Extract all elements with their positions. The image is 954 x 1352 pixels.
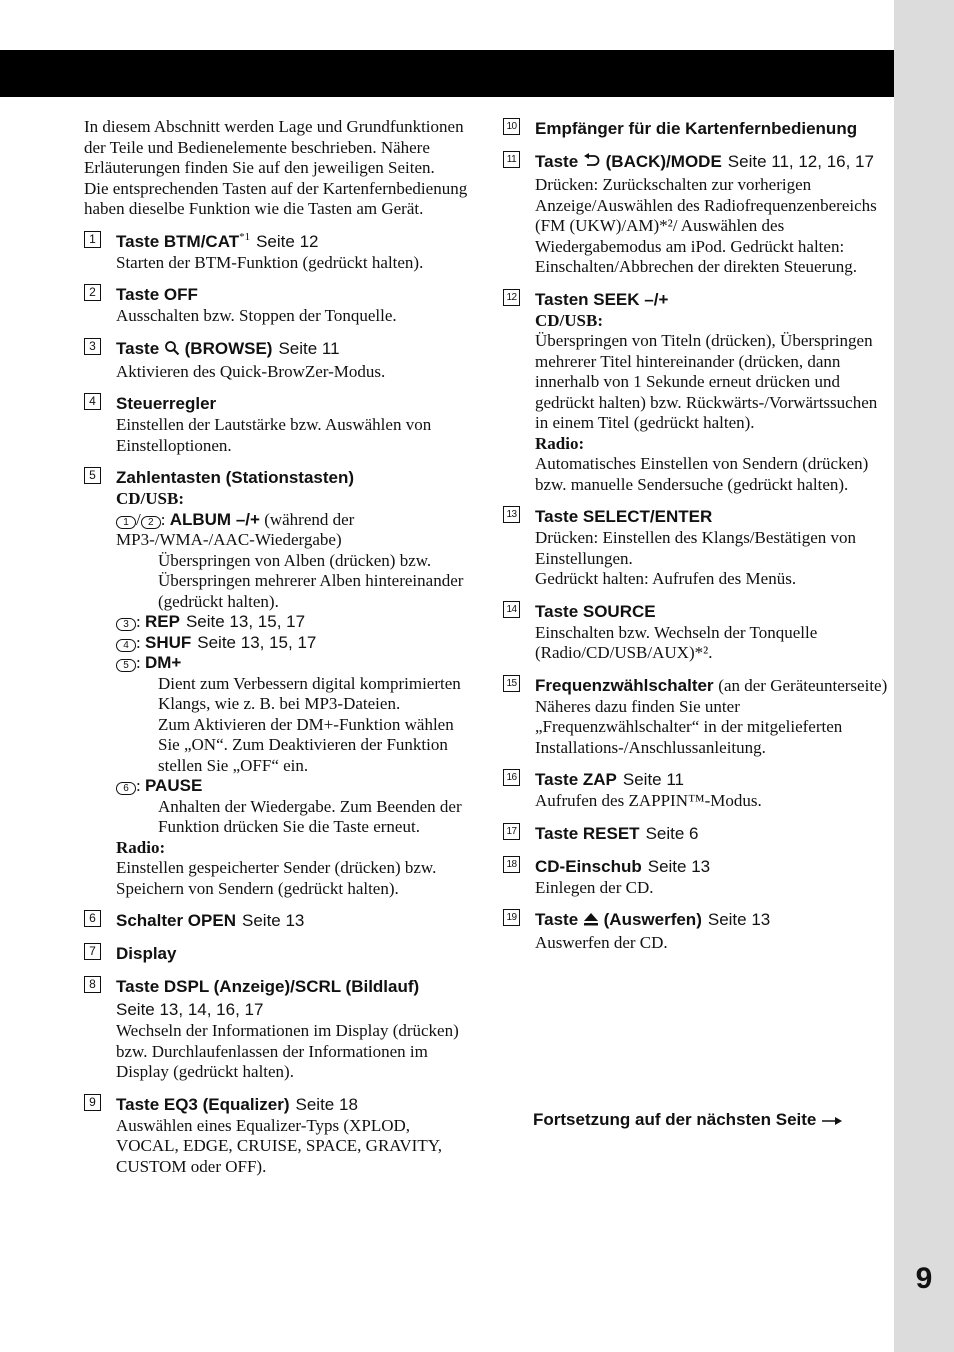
album-line: 1 / 2 : ALBUM –/+ (während der MP3-/WMA-/AAC-Wiedergabe) — [116, 509, 355, 549]
item-number: 10 — [503, 118, 520, 135]
radio-description: Automatisches Einstellen von Sendern (drücken) bzw. manuelle Sendersuche (gedrückt halten). — [535, 454, 869, 494]
item-description: Drücken: Zurückschalten zur vorherigen Anzeige/Auswählen des Radiofrequenzenbereichs (FM (UKW)/AM)*²/ Auswählen des Wiedergabemodus am iPod. Gedrückt halten: Einschalten/Abbrechen der direkten Steuerung. — [535, 175, 877, 276]
item-description: Einschalten bzw. Wechseln der Tonquelle (Radio/CD/USB/AUX)*². — [535, 622, 818, 662]
item-select-enter — [503, 505, 888, 590]
item-title: Schalter OPEN Seite 13 — [116, 911, 305, 930]
item-number: 16 — [503, 769, 520, 786]
key-6-icon: 6 — [116, 782, 136, 795]
item-back-mode — [503, 150, 888, 278]
item-open-switch — [84, 909, 469, 932]
cd-usb-description: Überspringen von Titeln (drücken), Überspringen mehrerer Titel hintereinander (drücken, dann innerhalb von 1 Sekunde erneut drücken und gedrückt halten) bzw. Rückwärts-/Vorwärtssuchen in einem Titel (gedrückt halten). — [535, 331, 878, 432]
header-bar — [0, 50, 894, 97]
album-description: Überspringen von Alben (drücken) bzw. Überspringen mehrerer Alben hintereinander (gedrückt halten). — [158, 550, 464, 611]
item-title: Empfänger für die Kartenfernbedienung — [535, 119, 858, 138]
item-title: Taste OFF — [116, 285, 198, 304]
cd-usb-label: CD/USB: — [535, 310, 604, 330]
item-description: Auswerfen der CD. — [535, 933, 668, 952]
item-number: 13 — [503, 506, 520, 523]
item-zap — [503, 768, 888, 812]
item-title: Taste SOURCE — [535, 601, 656, 621]
item-description: Wechseln der Informationen im Display (drücken) bzw. Durchlaufenlassen der Informationen im Display (gedrückt halten). — [116, 1021, 459, 1081]
item-number: 3 — [84, 338, 101, 355]
item-description — [535, 311, 888, 496]
eject-icon — [583, 910, 599, 933]
item-control-dial — [84, 392, 469, 456]
page-number: 9 — [915, 1262, 933, 1295]
item-description: Einstellen der Lautstärke bzw. Auswählen von Einstelloptionen. — [116, 415, 432, 455]
pause-line: 6 : PAUSE — [116, 776, 469, 797]
radio-label: Radio: — [535, 433, 585, 453]
item-title: Taste (BACK)/MODE Seite 11, 12, 16, 17 — [535, 150, 888, 175]
item-title: CD-Einschub Seite 13 — [535, 856, 711, 876]
arrow-right-icon — [821, 1112, 843, 1132]
item-number: 17 — [503, 823, 520, 840]
item-reference: Seite 13, 14, 16, 17 — [116, 1000, 264, 1019]
item-title: Taste RESET Seite 6 — [535, 823, 699, 843]
item-frequency-switch — [503, 674, 888, 759]
item-source — [503, 600, 888, 664]
back-arrow-icon — [583, 152, 601, 175]
continue-note: Fortsetzung auf der nächsten Seite — [533, 1110, 843, 1132]
item-title: Taste BTM/CAT$^{*1}$ Seite 12 — [116, 230, 319, 251]
item-browse — [84, 337, 469, 383]
item-title: Taste ZAP Seite 11 — [535, 770, 684, 789]
item-description: Einlegen der CD. — [535, 877, 654, 897]
item-number: 7 — [84, 943, 101, 960]
rep-line: 3 : REP Seite 13, 15, 17 — [116, 612, 469, 633]
item-number: 15 — [503, 675, 520, 692]
radio-description: Einstellen gespeicherter Sender (drücken) bzw. Speichern von Sendern (gedrückt halten). — [116, 858, 437, 898]
item-title: Frequenzwählschalter (an der Geräteunterseite) — [535, 675, 888, 695]
item-title: Taste SELECT/ENTER — [535, 507, 713, 526]
item-number: 12 — [503, 289, 520, 306]
item-number: 5 — [84, 467, 101, 484]
key-5-icon: 5 — [116, 659, 136, 672]
item-title: Zahlentasten (Stationstasten) — [116, 468, 355, 487]
radio-label: Radio: — [116, 837, 166, 857]
intro-text — [84, 117, 469, 220]
item-title: Tasten SEEK –/+ — [535, 289, 669, 309]
item-number: 19 — [503, 909, 520, 926]
pause-description: Anhalten der Wiedergabe. Zum Beenden der Funktion drücken Sie die Taste erneut. — [158, 796, 462, 836]
item-title: Taste (BROWSE) Seite 11 — [116, 337, 469, 362]
item-title: Taste EQ3 (Equalizer) Seite 18 — [116, 1094, 358, 1114]
item-cd-slot — [503, 855, 888, 899]
item-number: 9 — [84, 1094, 101, 1111]
item-number: 8 — [84, 976, 101, 993]
item-title: Display — [116, 944, 177, 963]
item-reset — [503, 822, 888, 845]
item-seek — [503, 288, 888, 496]
shuf-line: 4 : SHUF Seite 13, 15, 17 — [116, 633, 469, 654]
intro-paragraph: In diesem Abschnitt werden Lage und Grundfunktionen der Teile und Bedienelemente beschrieben. Nähere Erläuterungen finden Sie auf den jeweiligen Seiten. — [84, 117, 464, 177]
item-description: Ausschalten bzw. Stoppen der Tonquelle. — [116, 306, 397, 325]
key-3-icon: 3 — [116, 618, 136, 631]
key-2-icon: 2 — [141, 516, 161, 529]
item-description: Auswählen eines Equalizer-Typs (XPLOD, VOCAL, EDGE, CRUISE, SPACE, GRAVITY, CUSTOM oder OFF). — [116, 1115, 443, 1176]
item-number: 4 — [84, 393, 101, 410]
key-4-icon: 4 — [116, 639, 136, 652]
item-off — [84, 283, 469, 327]
item-title: Steuerregler — [116, 394, 217, 413]
left-column — [84, 117, 469, 1177]
right-column — [503, 117, 888, 954]
item-display — [84, 942, 469, 965]
item-description: Näheres dazu finden Sie unter „Frequenzwählschalter“ in der mitgelieferten Installations-/Anschlussanleitung. — [535, 696, 843, 757]
item-number: 1 — [84, 231, 101, 248]
magnifier-icon — [164, 339, 180, 362]
item-description: Drücken: Einstellen des Klangs/Bestätigen von Einstellungen. Gedrückt halten: Aufrufen des Menüs. — [535, 528, 857, 588]
item-number-buttons — [84, 466, 469, 899]
item-description: Starten der BTM-Funktion (gedrückt halten). — [116, 252, 424, 272]
dm-description: Dient zum Verbessern digital komprimierten Klangs, wie z. B. bei MP3-Dateien. — [158, 673, 461, 713]
item-btm-cat — [84, 230, 469, 274]
item-description: Aktivieren des Quick-BrowZer-Modus. — [116, 361, 386, 381]
dm-description: Zum Aktivieren der DM+-Funktion wählen Sie „ON“. Zum Deaktivieren der Funktion stellen Sie „OFF“ ein. — [158, 714, 454, 775]
item-number: 14 — [503, 601, 520, 618]
item-number: 18 — [503, 856, 520, 873]
intro-paragraph: Die entsprechenden Tasten auf der Kartenfernbedienung haben dieselbe Funktion wie die Tasten am Gerät. — [84, 178, 468, 218]
item-number: 11 — [503, 151, 520, 168]
item-number: 2 — [84, 284, 101, 301]
item-remote-receiver — [503, 117, 888, 140]
side-strip — [894, 0, 954, 1352]
item-title: Taste DSPL (Anzeige)/SCRL (Bildlauf) — [116, 977, 420, 996]
cd-usb-label: CD/USB: — [116, 489, 185, 508]
item-description: Aufrufen des ZAPPIN™-Modus. — [535, 791, 762, 810]
item-description — [116, 489, 469, 899]
item-eq3 — [84, 1093, 469, 1178]
item-number: 6 — [84, 910, 101, 927]
item-eject — [503, 908, 888, 954]
item-title: Taste (Auswerfen) Seite 13 — [535, 908, 888, 933]
key-1-icon: 1 — [116, 516, 136, 529]
dm-line: 5 : DM+ — [116, 653, 469, 674]
item-dspl-scrl — [84, 975, 469, 1083]
